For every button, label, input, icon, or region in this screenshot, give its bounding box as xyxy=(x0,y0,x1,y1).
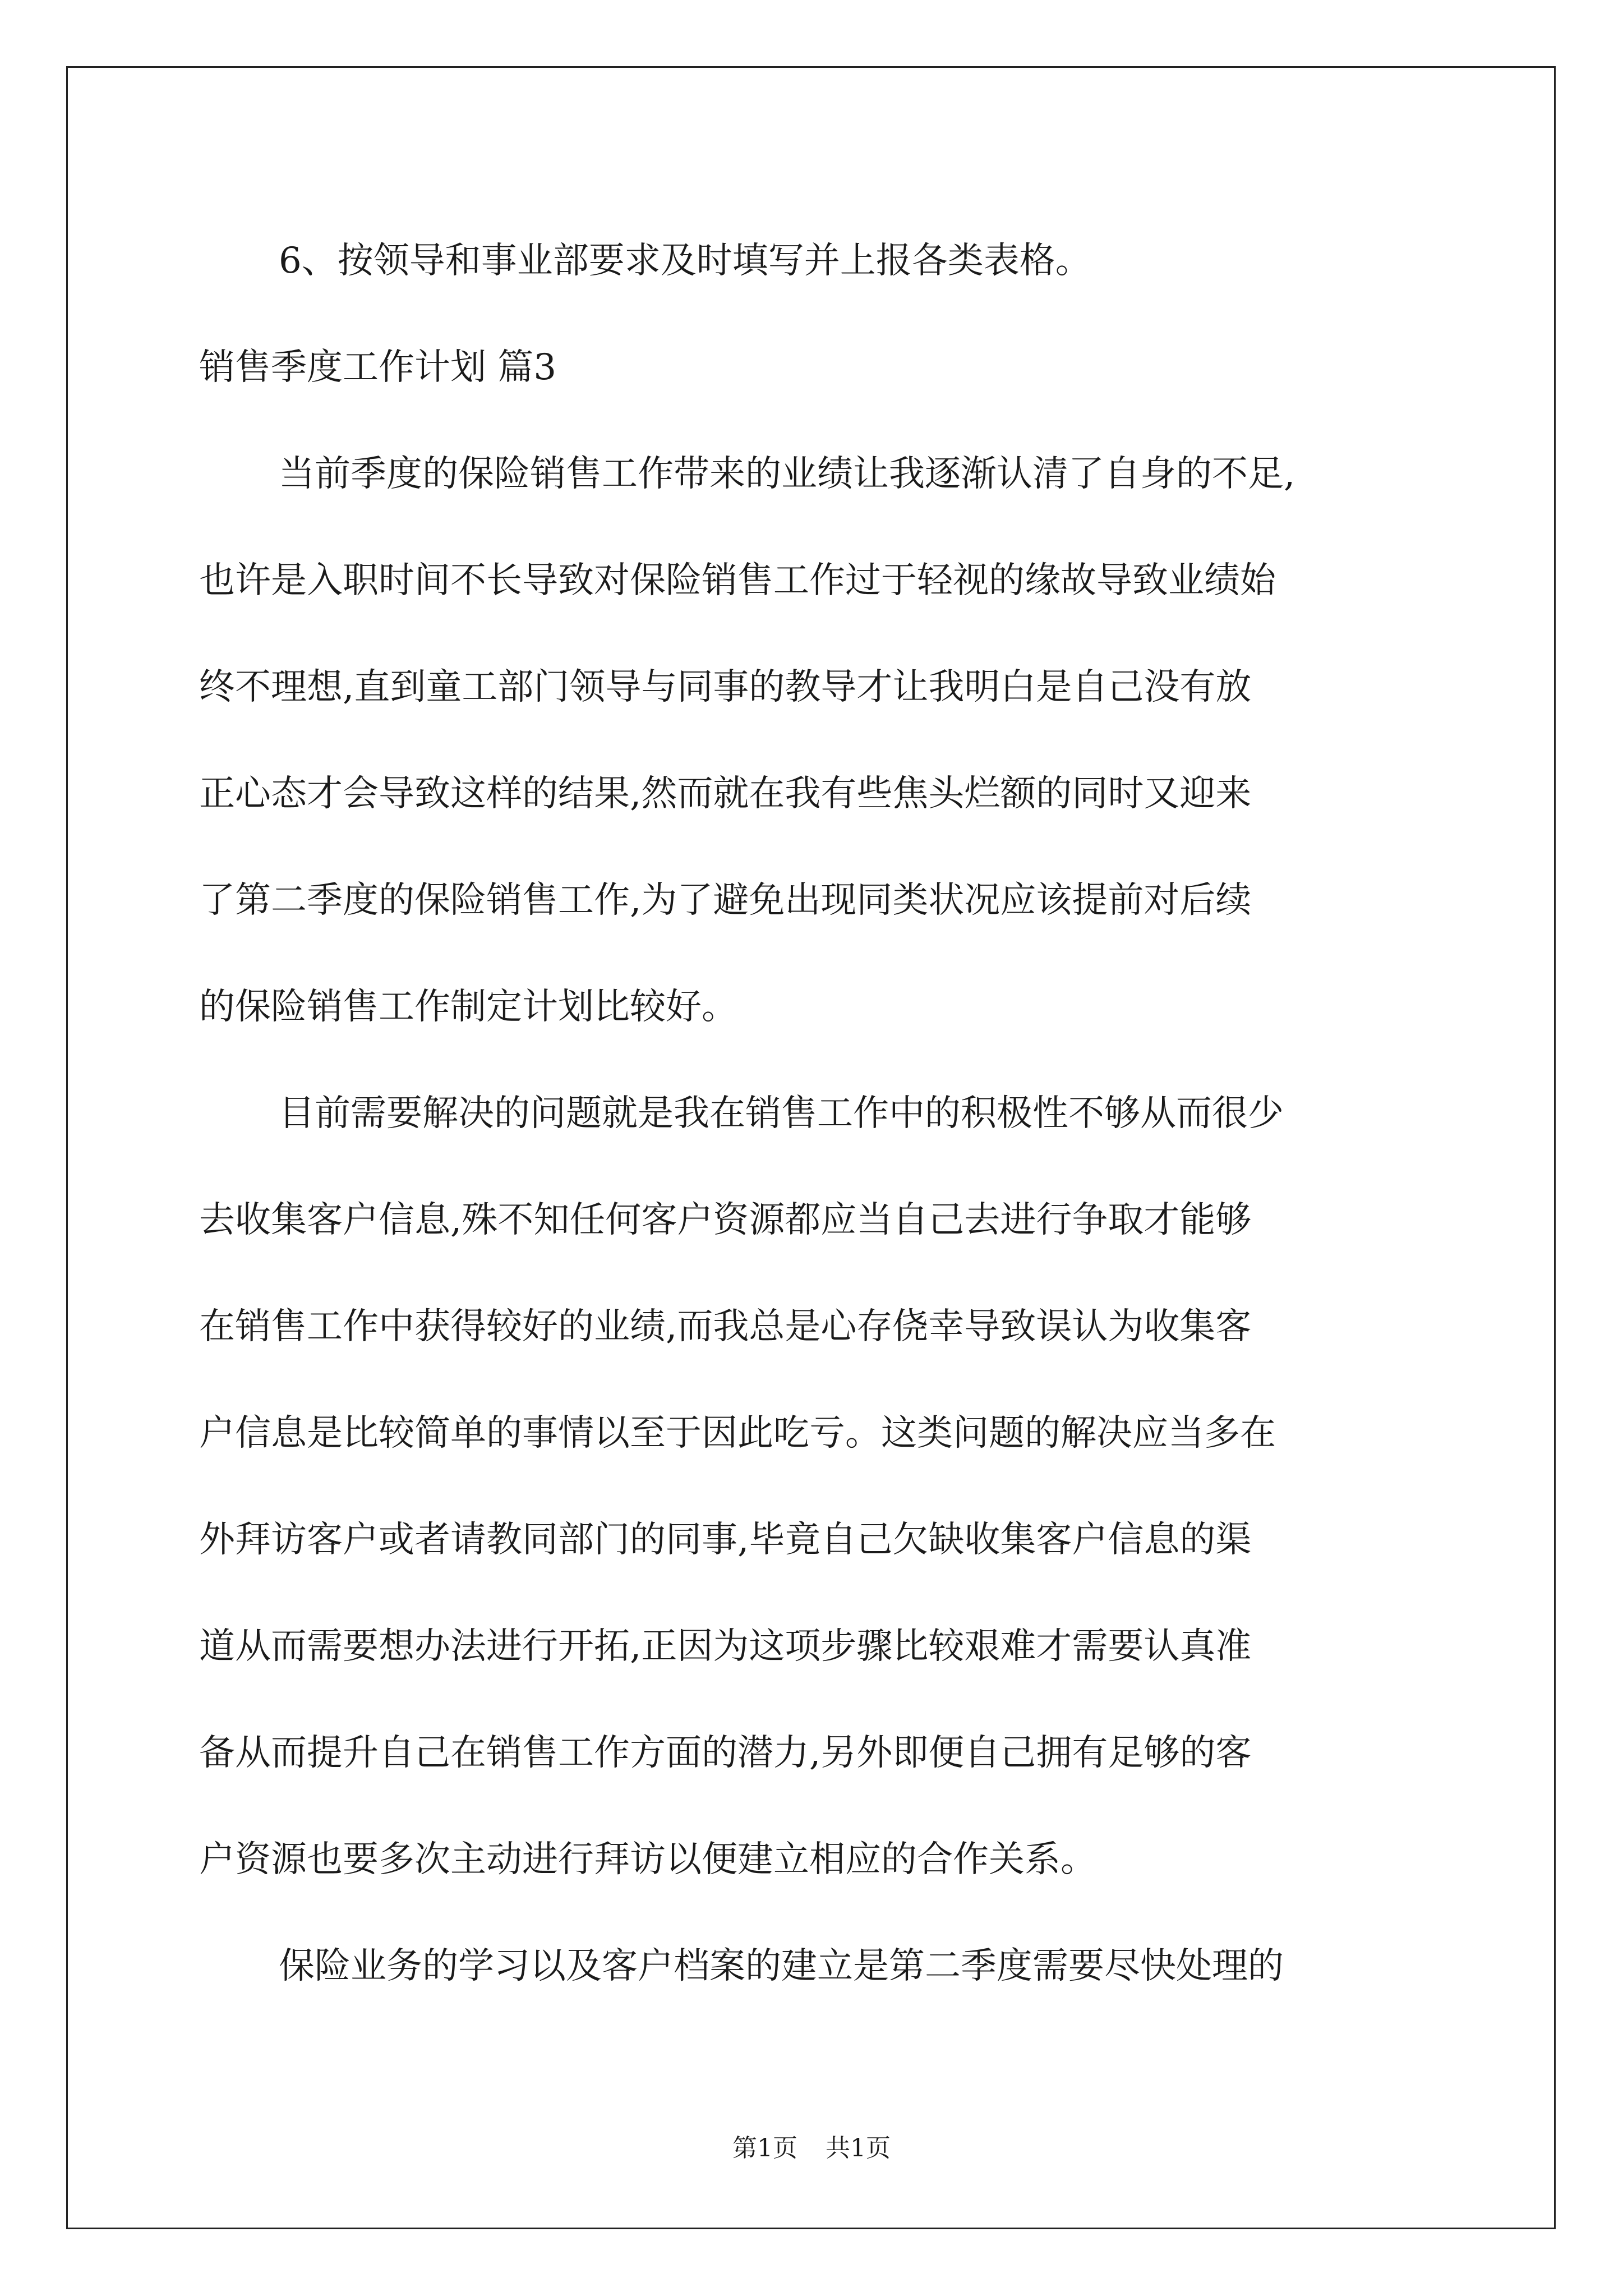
paragraph-1-line-5: 了第二季度的保险销售工作,为了避免出现同类状况应该提前对后续 xyxy=(199,880,1252,921)
page-number: 第1页 xyxy=(732,2134,797,2162)
paragraph-1-line-2: 也许是入职时间不长导致对保险销售工作过于轻视的缘故导致业绩始 xyxy=(199,560,1276,601)
page-footer xyxy=(0,2132,1623,2165)
section-heading: 销售季度工作计划 篇3 xyxy=(199,347,557,388)
document-body xyxy=(199,208,1430,2019)
paragraph-2-line-1: 目前需要解决的问题就是我在销售工作中的积极性不够从而很少 xyxy=(279,1093,1284,1134)
paragraph-2-line-2: 去收集客户信息,殊不知任何客户资源都应当自己去进行争取才能够 xyxy=(199,1199,1252,1241)
paragraph-2-line-6: 道从而需要想办法进行开拓,正因为这项步骤比较艰难才需要认真准 xyxy=(199,1626,1252,1667)
paragraph-2-line-8: 户资源也要多次主动进行拜访以便建立相应的合作关系。 xyxy=(199,1839,1096,1880)
paragraph-1-line-1: 当前季度的保险销售工作带来的业绩让我逐渐认清了自身的不足, xyxy=(279,453,1295,495)
paragraph-1-line-6: 的保险销售工作制定计划比较好。 xyxy=(199,986,737,1028)
paragraph-1-line-3: 终不理想,直到童工部门领导与同事的教导才让我明白是自己没有放 xyxy=(199,666,1252,708)
paragraph-1-line-4: 正心态才会导致这样的结果,然而就在我有些焦头烂额的同时又迎来 xyxy=(199,773,1252,815)
page-total: 共1页 xyxy=(826,2134,891,2162)
paragraph-2-line-3: 在销售工作中获得较好的业绩,而我总是心存侥幸导致误认为收集客 xyxy=(199,1306,1252,1347)
paragraph-2-line-5: 外拜访客户或者请教同部门的同事,毕竟自己欠缺收集客户信息的渠 xyxy=(199,1519,1252,1561)
paragraph-3-line-1: 保险业务的学习以及客户档案的建立是第二季度需要尽快处理的 xyxy=(279,1945,1284,1987)
paragraph-2-line-7: 备从而提升自己在销售工作方面的潜力,另外即便自己拥有足够的客 xyxy=(199,1732,1252,1774)
list-item-6: 6、按领导和事业部要求及时填写并上报各类表格。 xyxy=(279,240,1091,282)
paragraph-2-line-4: 户信息是比较简单的事情以至于因此吃亏。这类问题的解决应当多在 xyxy=(199,1412,1276,1454)
